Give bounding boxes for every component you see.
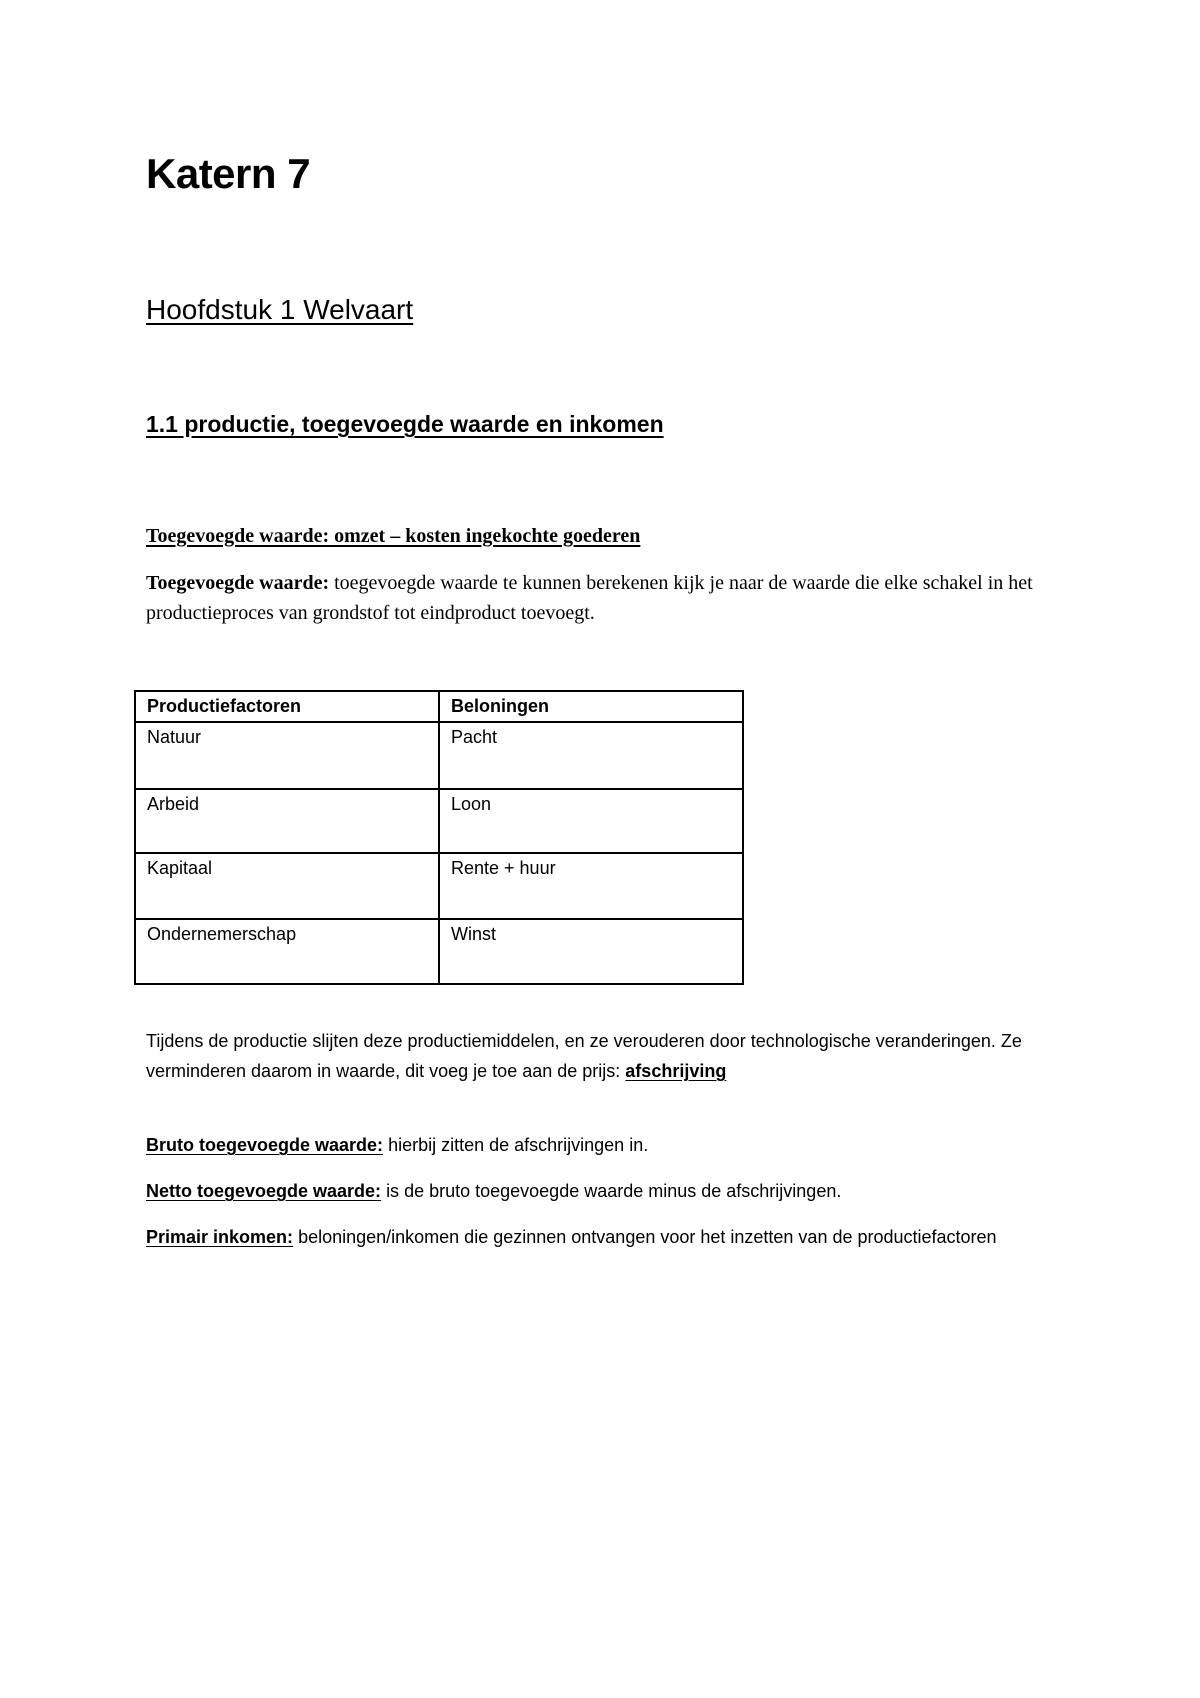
table-cell: Arbeid [135,789,439,853]
definition-paragraph [146,568,1066,628]
depreciation-term: afschrijving [625,1061,727,1081]
table-cell: Rente + huur [439,853,743,919]
table-cell: Kapitaal [135,853,439,919]
table-header-row [135,691,743,722]
bruto-definition [146,1130,1076,1160]
table-cell: Ondernemerschap [135,919,439,984]
depreciation-paragraph [146,1026,1076,1086]
definition-term: Toegevoegde waarde: [146,572,330,594]
table-row [135,722,743,789]
table-cell: Loon [439,789,743,853]
primair-text: beloningen/inkomen die gezinnen ontvangen voor het inzetten van de productiefactoren [298,1227,997,1247]
netto-term: Netto toegevoegde waarde: [146,1181,382,1201]
section-heading: 1.1 productie, toegevoegde waarde en inkomen [146,411,664,437]
table-header-rewards: Beloningen [439,691,743,722]
production-factors-table [134,690,744,985]
bruto-text: hierbij zitten de afschrijvingen in. [388,1135,649,1155]
primair-definition [146,1222,1076,1252]
bruto-term: Bruto toegevoegde waarde: [146,1135,384,1155]
netto-text: is de bruto toegevoegde waarde minus de afschrijvingen. [386,1181,842,1201]
table-cell: Pacht [439,722,743,789]
definition-text: toegevoegde waarde te kunnen berekenen kijk je naar de waarde die elke schakel in het productieproces van grondstof tot eindproduct toevoegt. [146,572,1033,624]
table-cell: Winst [439,919,743,984]
primair-term: Primair inkomen: [146,1227,294,1247]
table-header-factors: Productiefactoren [135,691,439,722]
table-row [135,919,743,984]
chapter-heading: Hoofdstuk 1 Welvaart [146,294,414,325]
table-row [135,789,743,853]
table-row [135,853,743,919]
depreciation-text: Tijdens de productie slijten deze productiemiddelen, en ze verouderen door technologische veranderingen. Ze verminderen daarom in waarde, dit voeg je toe aan de prijs: [146,1031,1022,1081]
document-title: Katern 7 [146,150,311,197]
table-cell: Natuur [135,722,439,789]
definition-heading: Toegevoegde waarde: omzet – kosten ingekochte goederen [146,525,641,547]
netto-definition [146,1176,1076,1206]
